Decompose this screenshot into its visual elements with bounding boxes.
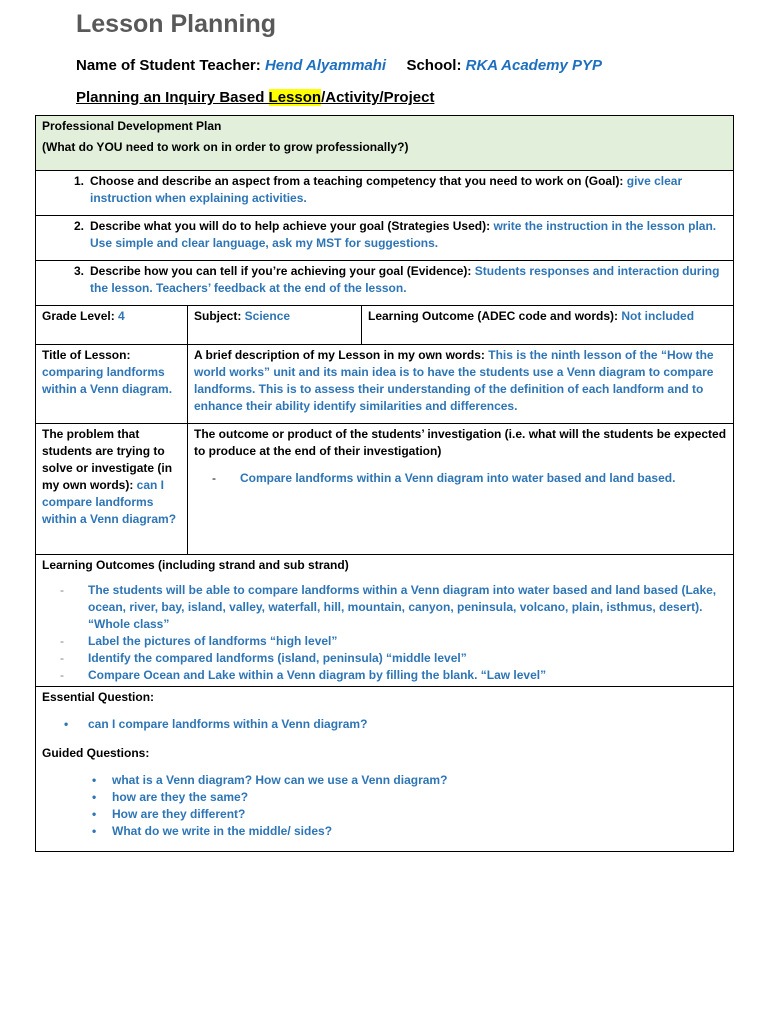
- lesson-title-cell: [36, 345, 188, 424]
- planning-prefix: Planning an Inquiry Based: [76, 89, 269, 106]
- lesson-description-cell: [188, 345, 734, 424]
- subject-value: Science: [244, 309, 291, 323]
- investigation-outcome-list: [194, 470, 727, 487]
- questions-cell: [36, 687, 734, 852]
- problem-label: The problem that students are trying to solve or investigate (in my own words):: [42, 427, 173, 492]
- learning-outcome-code-cell: [362, 306, 734, 345]
- lesson-desc-label: A brief description of my Lesson in my own words:: [194, 348, 489, 362]
- pdp-item-num: 2.: [73, 219, 84, 233]
- investigation-outcome-label: The outcome or product of the students’ investigation (i.e. what will the students be expected to produce at the end of their investigation): [194, 427, 727, 458]
- essential-question-label: Essential Question:: [42, 690, 155, 704]
- outcome-code-label: Learning Outcome (ADEC code and words):: [368, 309, 622, 323]
- subject-cell: [188, 306, 362, 345]
- pdp-item-num: 3.: [73, 264, 84, 278]
- pdp-item-prompt: Describe how you can tell if you’re achieving your goal (Evidence):: [90, 264, 475, 278]
- outcome-code-value: Not included: [621, 309, 695, 323]
- planning-suffix: /Activity/Project: [321, 89, 435, 106]
- list-item: • how are they the same?: [92, 790, 249, 804]
- guided-questions-label: Guided Questions:: [42, 746, 150, 760]
- guided-questions-list: [42, 772, 727, 840]
- grade-label: Grade Level:: [42, 309, 119, 323]
- essential-question-list: [42, 716, 727, 733]
- grade-cell: [36, 306, 188, 345]
- teacher-line: [76, 57, 602, 74]
- lesson-title-label: Title of Lesson:: [42, 348, 131, 362]
- teacher-name: Hend Alyammahi: [264, 57, 387, 74]
- pdp-item-answer: give clear instruction when explaining activities.: [90, 174, 683, 205]
- pdp-item-2: [36, 216, 734, 261]
- subject-label: Subject:: [194, 309, 245, 323]
- pdp-item-3: [36, 261, 734, 306]
- investigation-outcome-cell: [188, 424, 734, 555]
- learning-outcomes-label: Learning Outcomes (including strand and sub strand): [42, 558, 349, 572]
- pdp-item-prompt: Choose and describe an aspect from a teaching competency that you need to work on (Goal):: [90, 174, 627, 188]
- list-item: - Compare Ocean and Lake within a Venn diagram by filling the blank. “Law level”: [60, 668, 547, 682]
- pdp-item-answer: Students responses and interaction during the lesson. Teachers’ feedback at the end of the lesson.: [90, 264, 720, 295]
- pdp-item-1: [36, 171, 734, 216]
- page-title: Lesson Planning: [76, 10, 277, 38]
- lesson-desc-value: This is the ninth lesson of the “How the world works” unit and its main idea is to have the students use a Venn diagram to compare landforms. This is to assess their understanding of the definition of each landform and to enhance their ability identify similarities and differences.: [194, 348, 714, 413]
- pdp-header-cell: [36, 116, 734, 171]
- learning-outcomes-list: [42, 582, 727, 684]
- list-item: • what is a Venn diagram? How can we use a Venn diagram?: [92, 773, 448, 787]
- planning-highlight: Lesson: [268, 89, 322, 106]
- list-item: - Compare landforms within a Venn diagram into water based and land based.: [212, 471, 676, 485]
- pdp-title: Professional Development Plan: [42, 119, 222, 133]
- learning-outcomes-cell: [36, 555, 734, 687]
- grade-value: 4: [118, 309, 125, 323]
- lesson-title-value: comparing landforms within a Venn diagram.: [42, 365, 173, 396]
- list-item: - Identify the compared landforms (island, peninsula) “middle level”: [60, 651, 467, 665]
- list-item: - Label the pictures of landforms “high level”: [60, 634, 338, 648]
- list-item: • How are they different?: [92, 807, 246, 821]
- pdp-item-num: 1.: [73, 174, 84, 188]
- list-item: • can I compare landforms within a Venn diagram?: [64, 717, 368, 731]
- problem-cell: [36, 424, 188, 555]
- school-label: School:: [406, 57, 462, 74]
- teacher-label: Name of Student Teacher:: [76, 57, 261, 74]
- pdp-question: (What do YOU need to work on in order to grow professionally?): [42, 140, 409, 154]
- problem-value: can I compare landforms within a Venn diagram?: [42, 478, 177, 526]
- list-item: - The students will be able to compare landforms within a Venn diagram into water based and land based (Lake, ocean, river, bay, island, valley, waterfall, hill, mountain, canyon, peninsula, volcano, plain, isthmus, desert). “Whole class”: [60, 583, 717, 631]
- lesson-plan-table: [35, 115, 734, 852]
- pdp-item-prompt: Describe what you will do to help achieve your goal (Strategies Used):: [90, 219, 494, 233]
- pdp-item-answer: write the instruction in the lesson plan. Use simple and clear language, ask my MST for suggestions.: [90, 219, 717, 250]
- planning-heading: [76, 89, 434, 106]
- list-item: • What do we write in the middle/ sides?: [92, 824, 333, 838]
- school-name: RKA Academy PYP: [465, 57, 603, 74]
